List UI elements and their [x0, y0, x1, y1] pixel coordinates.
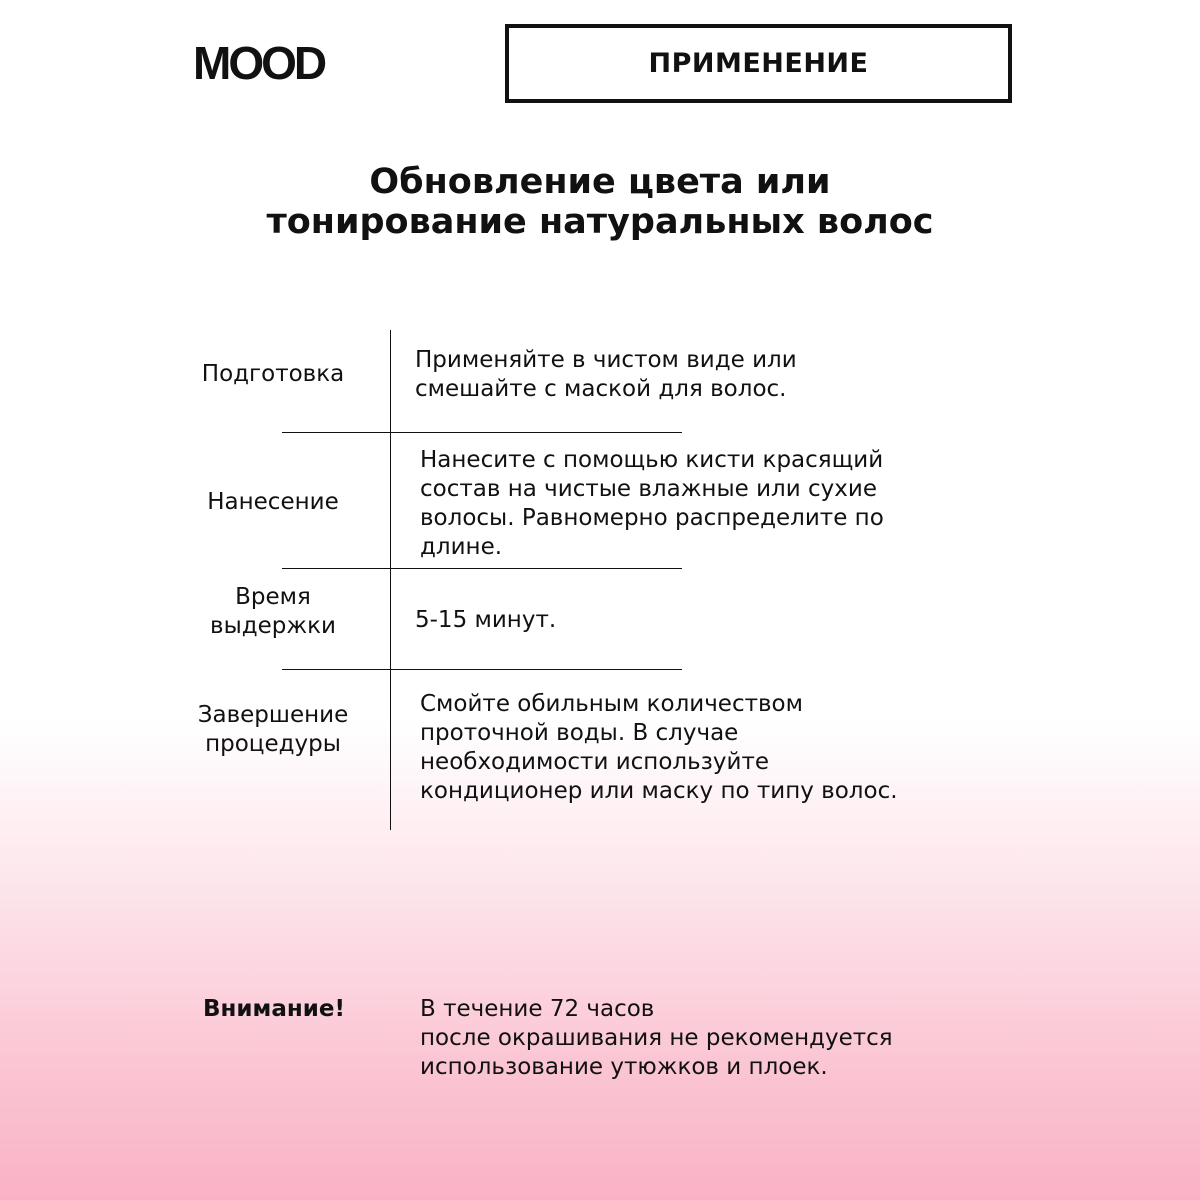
page-title — [150, 162, 1050, 242]
step-text-line: смешайте с маской для волос. — [415, 376, 787, 402]
warning-text-line: после окрашивания не рекомендуется — [420, 1025, 893, 1051]
warning-text-line: использование утюжков и плоек. — [420, 1054, 828, 1080]
step-text-line: Смойте обильным количеством — [420, 691, 803, 717]
step-label-time — [178, 583, 368, 641]
step-text-line: кондиционер или маску по типу волос. — [420, 778, 898, 804]
step-label-finish — [178, 701, 368, 759]
step-label-line: выдержки — [210, 613, 336, 639]
section-title: ПРИМЕНЕНИЕ — [648, 48, 869, 79]
step-text-line: состав на чистые влажные или сухие — [420, 476, 877, 502]
step-label-line: Подготовка — [201, 361, 345, 387]
step-label-application — [178, 488, 368, 517]
section-title-box — [505, 24, 1012, 103]
step-text-line: Применяйте в чистом виде или — [415, 347, 797, 373]
step-label-line: Нанесение — [207, 489, 339, 515]
table-row-divider — [282, 432, 682, 433]
brand-logo: MOOD — [193, 37, 325, 89]
table-vertical-divider — [390, 330, 391, 830]
step-label-line: процедуры — [205, 731, 341, 757]
step-text-line: необходимости используйте — [420, 749, 769, 775]
step-label-line: Время — [235, 584, 311, 610]
warning-label: Внимание! — [203, 996, 345, 1022]
step-text-line: проточной воды. В случае — [420, 720, 739, 746]
page-title-line: Обновление цвета или — [369, 162, 831, 202]
step-text-time — [415, 606, 556, 635]
table-row-divider — [282, 669, 682, 670]
warning-text — [420, 995, 893, 1082]
table-row-divider — [282, 568, 682, 569]
step-text-line: длине. — [420, 534, 503, 560]
step-text-line: 5-15 минут. — [415, 607, 557, 633]
step-text-line: Нанесите с помощью кисти красящий — [420, 447, 884, 473]
step-text-preparation — [415, 346, 797, 404]
page-title-line: тонирование натуральных волос — [266, 202, 934, 242]
step-text-line: волосы. Равномерно распределите по — [420, 505, 884, 531]
step-text-finish — [420, 690, 898, 806]
step-label-line: Завершение — [197, 702, 349, 728]
warning-text-line: В течение 72 часов — [420, 996, 655, 1022]
step-label-preparation — [178, 360, 368, 389]
step-text-application — [420, 446, 884, 562]
